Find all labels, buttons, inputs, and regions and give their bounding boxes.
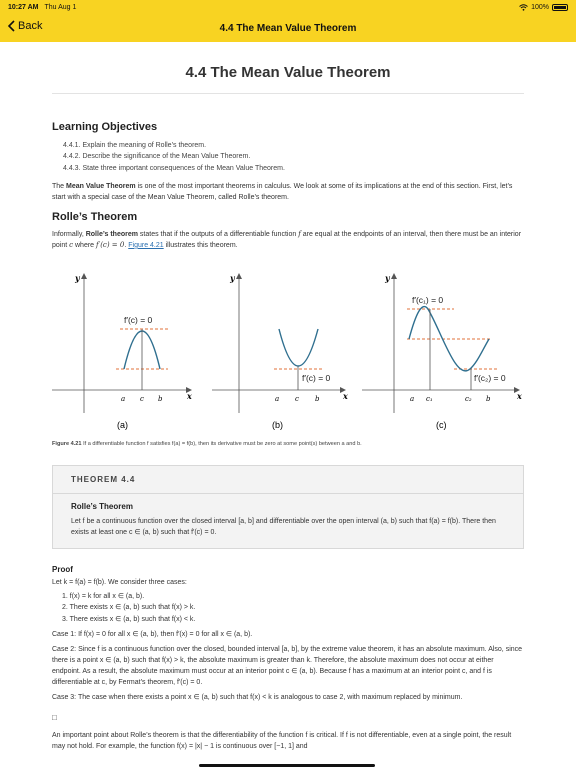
- curve-label: f′(c) = 0: [302, 372, 331, 383]
- tick-label: c: [295, 394, 299, 403]
- learning-objectives-list: [63, 140, 524, 174]
- tick-label: c₁: [426, 394, 433, 403]
- y-axis-label: y: [230, 272, 235, 283]
- theorem-body: [53, 494, 523, 548]
- subfigure-label: (c): [436, 419, 447, 430]
- x-axis-label: x: [517, 390, 522, 401]
- intro-paragraph: [52, 181, 524, 203]
- learning-objectives-heading: Learning Objectives: [52, 121, 158, 133]
- panel-a: [52, 273, 192, 430]
- curve: [279, 329, 318, 366]
- rolle-text: illustrates this theorem.: [163, 241, 238, 249]
- tick-label: c₂: [465, 394, 472, 403]
- rolle-text: where: [73, 241, 97, 249]
- home-indicator[interactable]: [199, 764, 375, 767]
- intro-lead: The: [52, 182, 67, 190]
- proof-heading: Proof: [52, 564, 73, 574]
- proof-case-3: Case 3: The case when there exists a point x ∈ (a, b) such that f(x) < k is analogous to case 2, with maximum replaced by minimum.: [52, 694, 463, 702]
- panel-b: [212, 273, 348, 430]
- status-time: 10:27 AM: [8, 3, 39, 11]
- curve-label: f′(c₁) = 0: [412, 294, 444, 305]
- y-axis-label: y: [385, 272, 390, 283]
- theorem-name: Rolle’s Theorem: [71, 501, 133, 511]
- caption-label: Figure 4.21: [52, 440, 82, 447]
- rolle-bold: Rolle’s theorem: [85, 230, 138, 238]
- theorem-text: Let f be a continuous function over the closed interval [a, b] and differentiable over the open interval (a, b) such that f(a) = f(b). There then exists at least one c ∈ (a, b) such that f′(c) = 0.: [71, 517, 496, 536]
- math-f: f: [298, 229, 301, 238]
- rolle-figure: [52, 263, 524, 433]
- rolle-paragraph: [52, 229, 524, 251]
- intro-rest: is one of the most important theorems in calculus. We look at some of its implications at the end of this section. First, let’s start with a special case of the Mean Value Theorem, called Rolle’s theorem.: [52, 182, 513, 201]
- proof-cases-list: [62, 591, 524, 626]
- subfigure-label: (a): [117, 419, 128, 430]
- figure-caption: [52, 441, 524, 447]
- content-area[interactable]: [52, 42, 524, 752]
- tick-label: b: [158, 394, 163, 403]
- proof-case-1: Case 1: If f(x) = 0 for all x ∈ (a, b), then f′(x) = 0 for all x ∈ (a, b).: [52, 631, 253, 639]
- back-label: Back: [18, 20, 43, 32]
- title-divider: [52, 93, 524, 94]
- objective-item: 4.4.3. State three important consequences of the Mean Value Theorem.: [63, 164, 285, 172]
- battery-icon: [552, 4, 568, 11]
- rolle-text: .: [124, 241, 129, 249]
- status-date: Thu Aug 1: [44, 3, 77, 11]
- tick-label: a: [275, 394, 280, 403]
- back-button[interactable]: [8, 20, 42, 32]
- theorem-box: [52, 465, 524, 549]
- objective-item: 4.4.1. Explain the meaning of Rolle’s theorem.: [63, 142, 207, 149]
- math-eq: f′(c) = 0: [96, 240, 125, 249]
- proof-intro: Let k = f(a) = f(b). We consider three cases:: [52, 578, 187, 586]
- rolle-text: Informally,: [52, 230, 86, 238]
- y-axis-label: y: [75, 272, 80, 283]
- proof-case-item: 3. There exists x ∈ (a, b) such that f(x) < k.: [62, 615, 196, 623]
- rolle-text: are equal at the endpoints of an interval, then there must be an interior point: [52, 230, 522, 249]
- tick-label: b: [315, 394, 320, 403]
- navigation-bar: [0, 14, 576, 42]
- figure-link[interactable]: Figure 4.21: [128, 241, 164, 249]
- objective-item: 4.4.2. Describe the significance of the Mean Value Theorem.: [63, 153, 251, 161]
- curve-label: f′(c) = 0: [124, 314, 153, 325]
- caption-text: If a differentiable function f satisfies f(a) = f(b), then its derivative must be zero at some point(s) between a and b.: [81, 440, 362, 447]
- proof-case-item: 2. There exists x ∈ (a, b) such that f(x) > k.: [62, 604, 196, 612]
- tick-label: a: [410, 394, 415, 403]
- curve-label: f′(c₂) = 0: [474, 372, 506, 383]
- qed-symbol: □: [52, 713, 57, 723]
- panel-c: [362, 273, 522, 430]
- theorem-header: THEOREM 4.4: [53, 466, 523, 494]
- tick-label: a: [121, 394, 126, 403]
- nav-title: 4.4 The Mean Value Theorem: [219, 22, 357, 34]
- x-axis-label: x: [343, 390, 348, 401]
- proof-case-2: Case 2: Since f is a continuous function over the closed, bounded interval [a, b], by the extreme value theorem, it has an absolute maximum. Also, since there is a point x ∈ (a, b) such that f(x) > k, the absolute maximum is greater than k. Therefore, the absolute maximum does not occur at either endpoint. As a result, the absolute maximum must occur at an interior point c ∈ (a, b). Because f has a maximum at an interior point c, and f is differentiable at c, by Fermat’s theorem, f′(c) = 0.: [52, 646, 523, 687]
- intro-bold: Mean Value Theorem: [66, 182, 136, 190]
- battery-percent: 100%: [531, 3, 549, 11]
- page-title: 4.4 The Mean Value Theorem: [185, 64, 391, 81]
- x-axis-label: x: [187, 390, 192, 401]
- tick-label: c: [140, 394, 144, 403]
- rolle-text: states that if the outputs of a differentiable function: [137, 230, 299, 238]
- rolle-heading: Rolle’s Theorem: [52, 210, 138, 223]
- status-right: [519, 4, 568, 11]
- subfigure-label: (b): [272, 419, 283, 430]
- math-c: c: [69, 240, 74, 249]
- status-bar: [0, 0, 576, 14]
- closing-paragraph: An important point about Rolle’s theorem is that the differentiability of the function f is critical. If f is not differentiable, even at a single point, the result may not hold. For example, the function f(x) = |x| − 1 is continuous over [−1, 1] and: [52, 732, 512, 751]
- tick-label: b: [486, 394, 491, 403]
- chevron-left-icon: [8, 20, 15, 32]
- proof-case-item: 1. f(x) = k for all x ∈ (a, b).: [62, 592, 145, 600]
- wifi-icon: [519, 4, 528, 11]
